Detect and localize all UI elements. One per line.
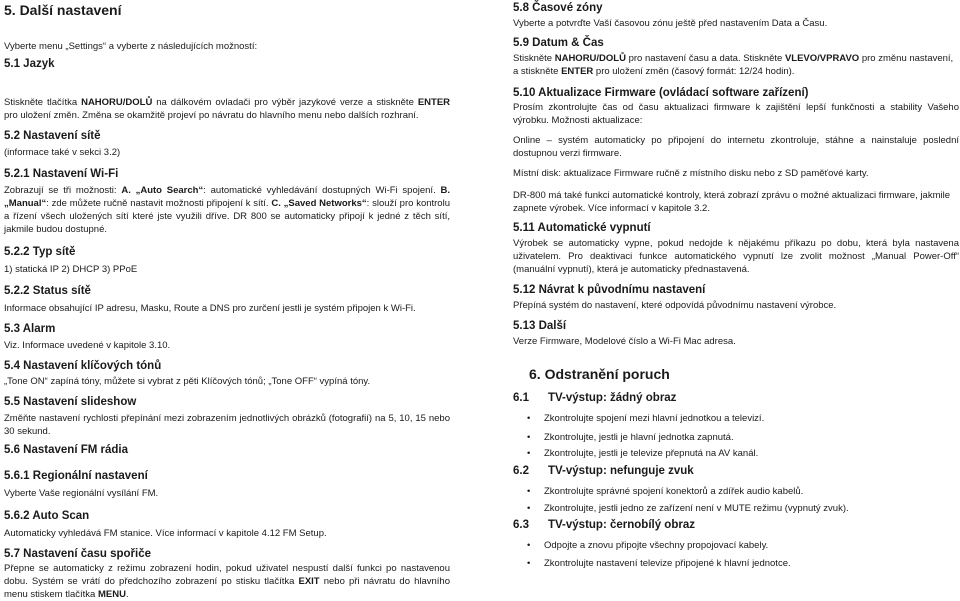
section-5-10-dr800: DR-800 má také funkci automatické kontroly, která zobrazí zprávu o možné aktualizaci firmware, jakmile zapnete výrobek. Více informací v kapitole 3.2. [513, 190, 950, 214]
section-5-intro: Vyberte menu „Settings“ a vyberte z následujících možností: [4, 41, 258, 52]
section-5-3-title: 5.3 Alarm [4, 323, 56, 335]
section-5-8-text: Vyberte a potvrďte Vaší časovou zónu ještě před nastavením Data a Času. [513, 18, 828, 29]
section-5-4-text: „Tone ON“ zapíná tóny, můžete si vybrat z pěti Klíčových tónů; „Tone OFF“ vypíná tóny. [4, 376, 371, 387]
section-5-13-text: Verze Firmware, Modelové číslo a Wi-Fi Mac adresa. [513, 336, 736, 347]
section-5-6-2-title: 5.6.2 Auto Scan [4, 510, 90, 522]
section-5-2-subtitle: (informace také v sekci 3.2) [4, 147, 121, 158]
section-5-6-2-text: Automaticky vyhledává FM stanice. Více informací v kapitole 4.12 FM Setup. [4, 528, 327, 539]
manual-page: 5. Další nastavení Vyberte menu „Settings“ a vyberte z následujících možností: 5.1 Jazyk Stiskněte tlačítka NAHORU/DOLŮ na dálkovém ovladači pro výběr jazykové verze a stiskněte ENTER pro uložení změn. Změna se okamžitě projeví po návratu do hlavního menu nebo dalších rozhraní. 5.2 Nastavení sítě (informace také v sekci 3.2) 5.2.1 Nastavení Wi-Fi Zobrazují se tři možnosti: A. „Auto Search“: automatické vyhledávání dostupných Wi-Fi spojení. B. „Manual“: zde můžete ručně nastavit možnosti připojení k sítí. C. „Saved Networks“: slouží pro kontrolu a řízení všech uložených sítí které jste využili dříve. DR 800 se automaticky připojí k jedné z těch sítí, jakmile budou dostupné. 5.2.2 Typ sítě 1) statická IP 2) DHCP 3) PPoE 5.2.2 Status sítě Informace obsahující IP adresu, Masku, Route a DNS pro zurčení jestli je systém připojen k Wi-Fi. 5.3 Alarm Viz. Informace uvedené v kapitole 3.10. 5.4 Nastavení klíčových tónů „Tone ON“ zapíná tóny, můžete si vybrat z pěti Klíčových tónů; „Tone OFF“ vypíná tóny. 5.5 Nastavení slideshow Změňte nastavení rychlosti přepínání mezi zobrazením jednotlivých obrázků (fotografií) na 5, 10, 15 nebo 30 sekund. 5.6 Nastavení FM rádia 5.6.1 Regionální nastavení Vyberte Vaše regionální vysílání FM. 5.6.2 Auto Scan Automaticky vyhledává FM stanice. Více informací v kapitole 4.12 FM Setup. 5.7 Nastavení času spořiče Přepne se automaticky z režimu zobrazení hodin, pokud uživatel nespustí další funkci po nastavenou dobu. Systém se vrátí do předchozího zobrazení po stisku tlačítka EXIT nebo při návratu do hlavního menu stiskem tlačítka MENU. 5.8 Časové zóny Vyberte a potvrďte Vaší časovou zónu ještě před nastavením Data a Času. 5.9 Datum & Čas Stiskněte NAHORU/DOLŮ pro nastavení času a data. Stiskněte VLEVO/VPRAVO pro změnu nastavení, a stiskněte ENTER pro uložení změn (časový formát: 12/24 hodin). 5.10 Aktualizace Firmware (ovládací software zařízení) Prosím zkontrolujte čas od času aktualizaci firmware k zajištění lepší funkčnosti a stability Vašeho výrobku. Možnosti aktualizace: Online – systém automaticky po připojení do internetu zkontroluje, stáhne a nainstaluje poslední dostupnou verzi firmware. Místní disk: aktualizace Firmware ručně z místního disku nebo z SD paměťové karty. DR-800 má také funkci automatické kontroly, která zobrazí zprávu o možné aktualizaci firmware, jakmile zapnete výrobek. Více informací v kapitole 3.2. 5.11 Automatické vypnutí Výrobek se automaticky vypne, pokud nedojde k nějakému příkazu po dobu, která bylа nastavena uživatelem. Pro deaktivaci funkce automatického vypnutí lze zvolit možnost „Manual Power-Off“ (manuální vypnutí), která je automaticky přednastavená. 5.12 Návrat k původnímu nastavení Přepíná systém do nastavení, které odpovídá původnímu nastavení výrobce. 5.13 Další Verze Firmware, Modelové číslo a Wi-Fi Mac adresa. 6. Odstranění poruch 6.1 TV-výstup: žádný obraz • Zkontrolujte spojení mezi hlavní jednotkou a televizí. • Zkontrolujte, jestli je hlavní jednotka zapnutá. • Zkontrolujte, jestli je televize přepnutá na AV kanál. 6.2 TV-výstup: nefunguje zvuk • Zkontrolujte správné spojení konektorů a zdířek audio kabelů. • Zkontrolujte, jestli jedno ze zařízení není v MUTE režimu (vypnutý zvuk). 6.3 TV-výstup: černobílý obraz • Odpojte a znovu připojte všechny propojovací kabely. • Zkontrolujte nastavení televize připojené k hlavní jednotce. [4, 2, 959, 600]
section-5-10-text: Prosím zkontrolujte čas od času aktualizaci firmware k zajištění lepší funkčnosti a stability Vašeho výrobku. Možnosti aktualizace: [513, 102, 959, 126]
section-6-3-heading: 6.3 TV-výstup: černobílý obraz [513, 519, 695, 531]
section-5-title: 5. Další nastavení [4, 2, 122, 18]
section-5-5-text: Změňte nastavení rychlosti přepínání mezi zobrazením jednotlivých obrázků (fotografií) na 5, 10, 15 nebo 30 sekund. [4, 413, 450, 437]
section-5-10-local: Místní disk: aktualizace Firmware ručně z místního disku nebo z SD paměťové karty. [513, 168, 869, 179]
section-5-2-2-title: 5.2.2 Typ sítě [4, 246, 76, 258]
section-5-2-2-status-title: 5.2.2 Status sítě [4, 285, 91, 297]
section-5-10-online: Online – systém automaticky po připojení do internetu zkontroluje, stáhne a nainstaluje poslední dostupnou verzi firmware. [513, 135, 959, 159]
section-5-12-title: 5.12 Návrat k původnímu nastavení [513, 284, 706, 296]
section-5-9-title: 5.9 Datum & Čas [513, 37, 604, 49]
section-5-9-text: Stiskněte NAHORU/DOLŮ pro nastavení času a data. Stiskněte VLEVO/VPRAVO pro změnu nastavení, a stiskněte ENTER pro uložení změn (časový formát: 12/24 hodin). [513, 53, 954, 77]
section-5-11-text: Výrobek se automaticky vypne, pokud nedojde k nějakému příkazu po dobu, která bylа nastavena uživatelem. Pro deaktivaci funkce automatického vypnutí lze zvolit možnost „Manual Power-Off“ (manuální vypnutí), která je automaticky přednastavená. [513, 238, 959, 275]
section-5-13-title: 5.13 Další [513, 320, 567, 332]
section-5-10-title: 5.10 Aktualizace Firmware (ovládací software zařízení) [513, 87, 809, 99]
section-5-1-text: Stiskněte tlačítka NAHORU/DOLŮ na dálkovém ovladači pro výběr jazykové verze a stiskněte ENTER pro uložení změn. Změna se okamžitě projeví po návratu do hlavního menu nebo dalších rozhraní. [4, 97, 451, 121]
section-5-3-text: Viz. Informace uvedené v kapitole 3.10. [4, 340, 171, 351]
section-6-2-heading: 6.2 TV-výstup: nefunguje zvuk [513, 465, 694, 477]
section-5-6-title: 5.6 Nastavení FM rádia [4, 444, 128, 456]
section-5-7-text: Přepne se automaticky z režimu zobrazení hodin, pokud uživatel nespustí další funkci po nastavenou dobu. Systém se vrátí do předchozího zobrazení po stisku tlačítka EXIT nebo při návratu do hlavního menu stiskem tlačítka MENU. [4, 563, 450, 600]
section-5-2-2-status-text: Informace obsahující IP adresu, Masku, Route a DNS pro zurčení jestli je systém připojen k Wi-Fi. [4, 303, 416, 314]
section-5-11-title: 5.11 Automatické vypnutí [513, 222, 651, 234]
section-5-8-title: 5.8 Časové zóny [513, 2, 603, 14]
section-6-title: 6. Odstranění poruch [529, 366, 670, 382]
section-5-7-title: 5.7 Nastavení času spořiče [4, 548, 152, 560]
section-5-4-title: 5.4 Nastavení klíčových tónů [4, 360, 162, 372]
section-5-5-title: 5.5 Nastavení slideshow [4, 396, 137, 408]
section-5-2-1-text: Zobrazují se tři možnosti: A. „Auto Search“: automatické vyhledávání dostupných Wi-Fi spojení. B. „Manual“: zde můžete ručně nastavit možnosti připojení k sítí. C. „Saved Networks“: slouží pro kontrolu a řízení všech uložených sítí které jste využili dříve. DR 800 se automaticky připojí k jedné z těch sítí, jakmile budou dostupné. [4, 185, 450, 235]
section-5-2-title: 5.2 Nastavení sítě [4, 130, 101, 142]
section-6-1-heading: 6.1 TV-výstup: žádný obraz [513, 392, 677, 404]
section-5-6-1-title: 5.6.1 Regionální nastavení [4, 470, 148, 482]
section-5-2-1-title: 5.2.1 Nastavení Wi-Fi [4, 168, 119, 180]
section-5-12-text: Přepíná systém do nastavení, které odpovídá původnímu nastavení výrobce. [513, 300, 837, 311]
section-5-2-2-text: 1) statická IP 2) DHCP 3) PPoE [4, 264, 138, 275]
section-5-1-title: 5.1 Jazyk [4, 58, 55, 70]
section-5-6-1-text: Vyberte Vaše regionální vysílání FM. [4, 488, 159, 499]
